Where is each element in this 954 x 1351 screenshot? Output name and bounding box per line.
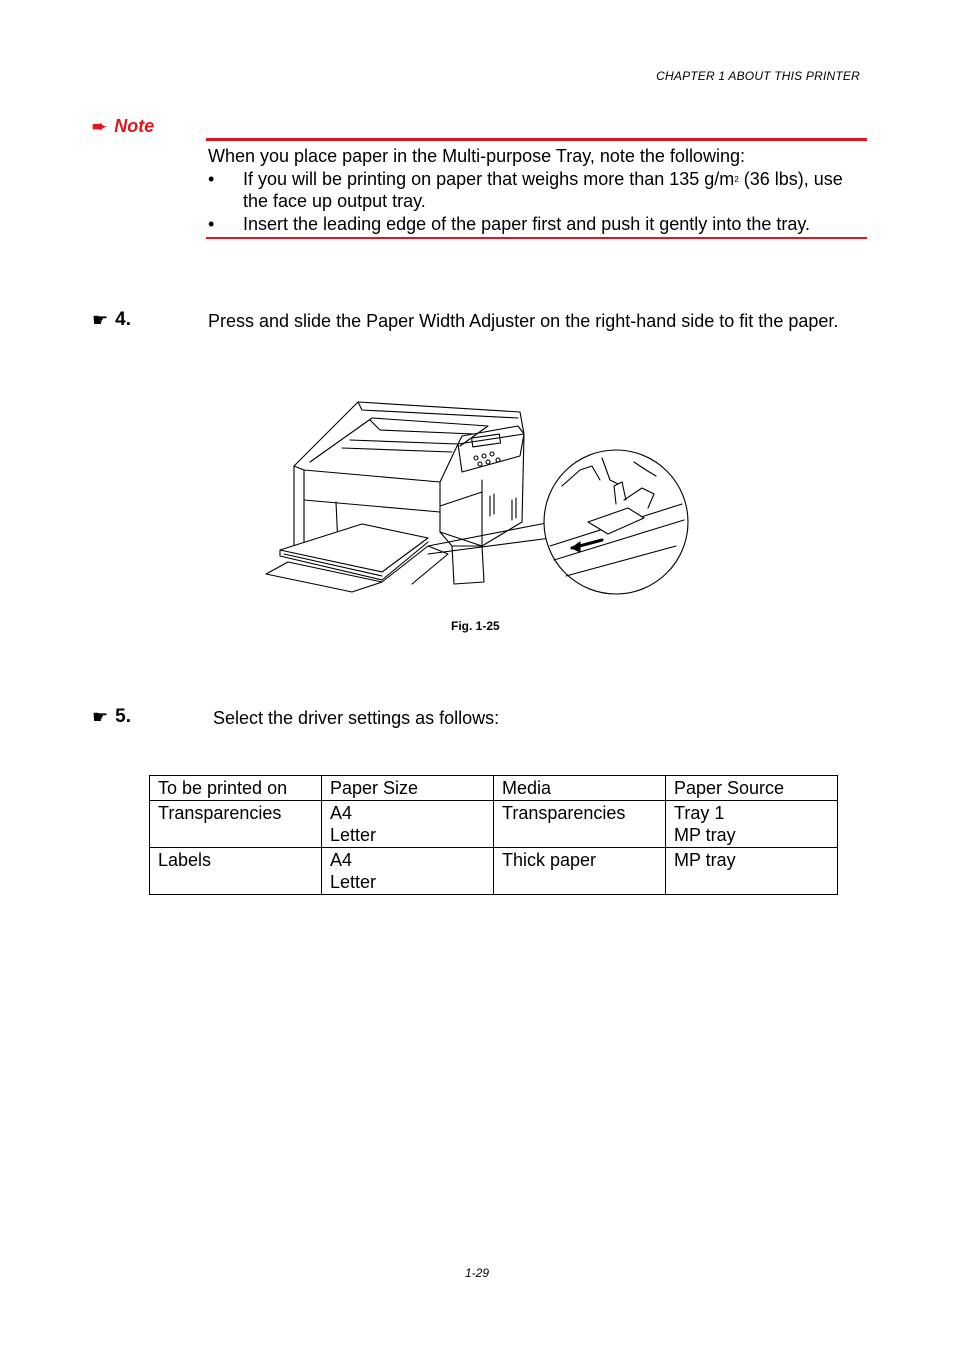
note-heading: [92, 116, 154, 137]
list-item: [208, 168, 867, 213]
bullet-icon: •: [208, 168, 215, 189]
note-list: [208, 168, 867, 236]
bullet-icon: •: [208, 213, 215, 234]
cell-line: Tray 1: [674, 802, 725, 823]
driver-settings-table: [149, 775, 838, 895]
table-row: [150, 800, 838, 847]
note-label: Note: [114, 116, 155, 136]
note-item-text: Insert the leading edge of the paper first and push it gently into the tray.: [243, 213, 811, 234]
cell-line: Letter: [330, 872, 377, 892]
table-row: [150, 847, 838, 894]
table-header-row: [150, 776, 838, 801]
table-cell: Transparencies: [494, 800, 666, 847]
superscript: 2: [734, 174, 739, 184]
cell-line: A4: [330, 849, 353, 870]
note-box: [206, 138, 867, 239]
cell-line: Letter: [330, 825, 377, 845]
step-number: 4.: [115, 309, 131, 330]
note-intro: When you place paper in the Multi-purpose Tray, note the following:: [208, 146, 745, 166]
page-number: 1-29: [465, 1266, 490, 1280]
table-cell: Thick paper: [494, 847, 666, 894]
pointing-hand-icon: ☛: [92, 309, 109, 330]
table-cell: Transparencies: [150, 800, 322, 847]
note-item-text: (36 lbs), use the face up output tray.: [243, 168, 843, 211]
pointing-hand-icon: ☛: [92, 706, 109, 727]
step-4-text: Press and slide the Paper Width Adjuster on the right-hand side to fit the paper.: [208, 311, 839, 331]
cell-line: A4: [330, 802, 353, 823]
list-item: [208, 213, 867, 236]
table-cell: Labels: [150, 847, 322, 894]
figure-caption: Fig. 1-25: [451, 619, 500, 633]
table-header-cell: Media: [494, 776, 666, 801]
step-4-marker: [92, 309, 131, 331]
cell-line: MP tray: [674, 825, 736, 845]
table-header-cell: To be printed on: [150, 776, 322, 801]
table-cell: [666, 800, 838, 847]
note-item-text: If you will be printing on paper that weighs more than 135 g/m: [243, 168, 735, 189]
table-cell: [322, 847, 494, 894]
cell-line: MP tray: [674, 849, 736, 870]
printer-illustration: [262, 396, 694, 598]
table-header-cell: Paper Size: [322, 776, 494, 801]
table-cell: [666, 847, 838, 894]
table-header-cell: Paper Source: [666, 776, 838, 801]
table-cell: [322, 800, 494, 847]
step-number: 5.: [115, 706, 131, 727]
step-5-text: Select the driver settings as follows:: [213, 708, 500, 728]
step-5-marker: [92, 706, 131, 728]
arrow-note-icon: ➨: [92, 116, 107, 136]
chapter-header: CHAPTER 1 ABOUT THIS PRINTER: [656, 69, 860, 83]
